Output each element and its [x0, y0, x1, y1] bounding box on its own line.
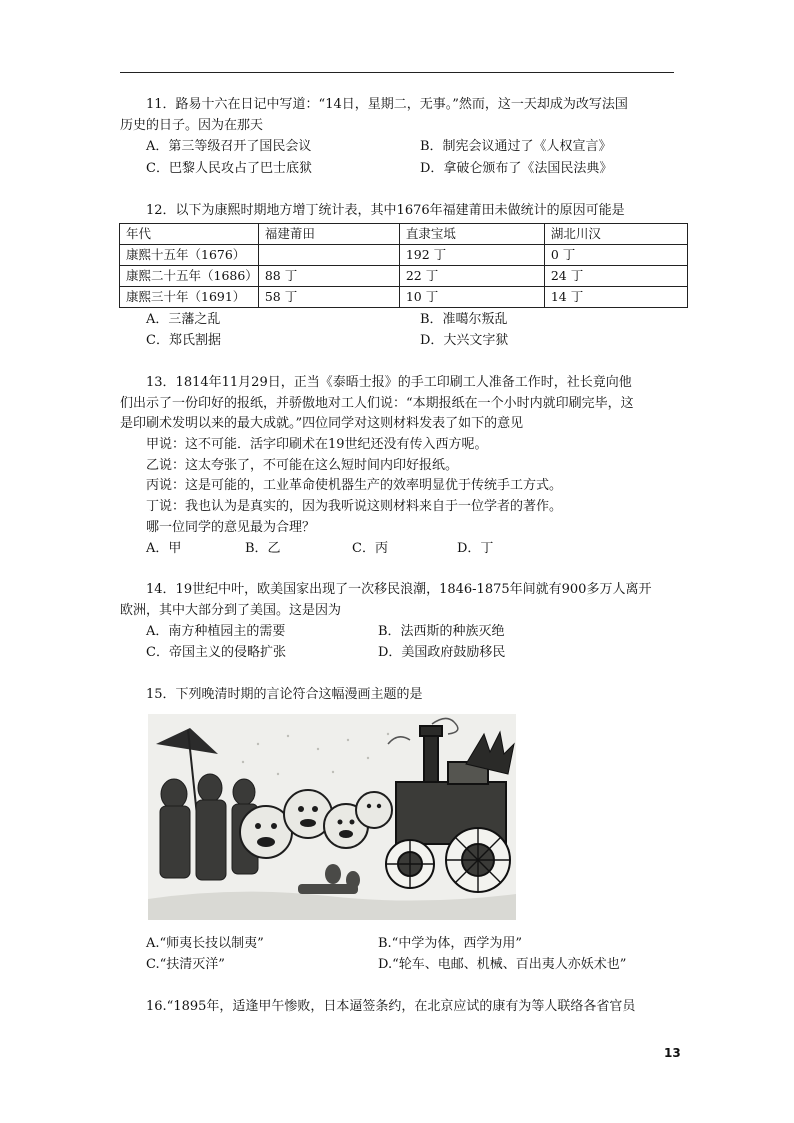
q13-option-c: C．丙 — [352, 541, 388, 556]
header-rule — [120, 72, 674, 73]
table-cell — [258, 245, 399, 266]
page-number: 13 — [664, 1046, 681, 1060]
q13-stem-line1: 13．1814年11月29日，正当《泰晤士报》的手工印刷工人准备工作时，社长竟向他 — [146, 375, 632, 390]
q11-option-c: C．巴黎人民攻占了巴士底狱 — [146, 161, 312, 176]
table-cell: 0 丁 — [544, 245, 687, 266]
q13-option-a: A．甲 — [146, 541, 182, 556]
cartoon-illustration — [148, 714, 516, 920]
q15-option-b: B.“中学为体，西学为用” — [378, 936, 522, 951]
q14-option-c: C．帝国主义的侵略扩张 — [146, 645, 286, 660]
q14-option-a: A．南方种植园主的需要 — [146, 624, 286, 639]
q13-stem-line3: 是印刷术发明以来的最大成就。”四位同学对这则材料发表了如下的意见 — [120, 416, 524, 431]
q12-stem: 12．以下为康熙时期地方增丁统计表，其中1676年福建莆田未做统计的原因可能是 — [146, 203, 625, 218]
q15-option-a: A.“师夷长技以制夷” — [146, 936, 264, 951]
q13-option-d: D．丁 — [457, 541, 494, 556]
table-header-cell: 年代 — [120, 224, 259, 245]
table-header-cell: 直隶宝坻 — [399, 224, 544, 245]
q12-option-c: C．郑氏割据 — [146, 333, 221, 348]
q12-option-b: B．准噶尔叛乱 — [420, 312, 508, 327]
q11-option-d: D．拿破仑颁布了《法国民法典》 — [420, 161, 613, 176]
q13-stem-line2: 们出示了一份印好的报纸，并骄傲地对工人们说：“本期报纸在一个小时内就印刷完毕，这 — [120, 396, 634, 411]
q12-table — [119, 223, 688, 308]
table-cell: 康熙十五年（1676） — [120, 245, 259, 266]
table-cell: 10 丁 — [399, 287, 544, 308]
q12-option-d: D．大兴文字狱 — [420, 333, 509, 348]
q13-opinion-jia: 甲说：这不可能．活字印刷术在19世纪还没有传入西方呢。 — [146, 437, 488, 452]
table-cell: 康熙三十年（1691） — [120, 287, 259, 308]
q13-option-b: B．乙 — [245, 541, 281, 556]
table-header-cell: 湖北川汉 — [544, 224, 687, 245]
q16-stem: 16.“1895年，适逢甲午惨败，日本逼签条约，在北京应试的康有为等人联络各省官员 — [146, 999, 636, 1014]
q15-stem: 15．下列晚清时期的言论符合这幅漫画主题的是 — [146, 687, 423, 702]
q11-option-a: A．第三等级召开了国民会议 — [146, 139, 312, 154]
table-row — [120, 245, 688, 266]
table-cell: 22 丁 — [399, 266, 544, 287]
table-cell: 14 丁 — [544, 287, 687, 308]
cartoon-image — [148, 714, 516, 920]
q13-opinion-yi: 乙说：这太夸张了，不可能在这么短时间内印好报纸。 — [146, 458, 459, 473]
table-cell: 康熙二十五年（1686） — [120, 266, 259, 287]
q11-option-b: B．制宪会议通过了《人权宣言》 — [420, 139, 612, 154]
table-cell: 24 丁 — [544, 266, 687, 287]
q13-question: 哪一位同学的意见最为合理？ — [146, 520, 316, 535]
q15-option-d: D.“轮车、电邮、机械、百出夷人亦妖术也” — [378, 957, 627, 972]
q11-stem-line2: 历史的日子。因为在那天 — [120, 118, 264, 133]
table-header-row — [120, 224, 688, 245]
table-cell: 88 丁 — [258, 266, 399, 287]
q15-option-c: C.“扶清灭洋” — [146, 957, 225, 972]
table-row — [120, 287, 688, 308]
table-cell: 58 丁 — [258, 287, 399, 308]
q14-stem-line2: 欧洲，其中大部分到了美国。这是因为 — [120, 603, 342, 618]
q14-option-b: B．法西斯的种族灭绝 — [378, 624, 505, 639]
table-header-cell: 福建莆田 — [258, 224, 399, 245]
q13-opinion-ding: 丁说：我也认为是真实的，因为我听说这则材料来自于一位学者的著作。 — [146, 499, 563, 514]
q14-stem-line1: 14．19世纪中叶，欧美国家出现了一次移民浪潮，1846-1875年间就有900多万人离开 — [146, 582, 652, 597]
q12-option-a: A．三藩之乱 — [146, 312, 221, 327]
table-cell: 192 丁 — [399, 245, 544, 266]
q13-opinion-bing: 丙说：这是可能的，工业革命使机器生产的效率明显优于传统手工方式。 — [146, 478, 563, 493]
q11-stem-line1: 11．路易十六在日记中写道：“14日，星期二，无事。”然而，这一天却成为改写法国 — [146, 97, 628, 112]
q14-option-d: D．美国政府鼓励移民 — [378, 645, 506, 660]
table-row — [120, 266, 688, 287]
